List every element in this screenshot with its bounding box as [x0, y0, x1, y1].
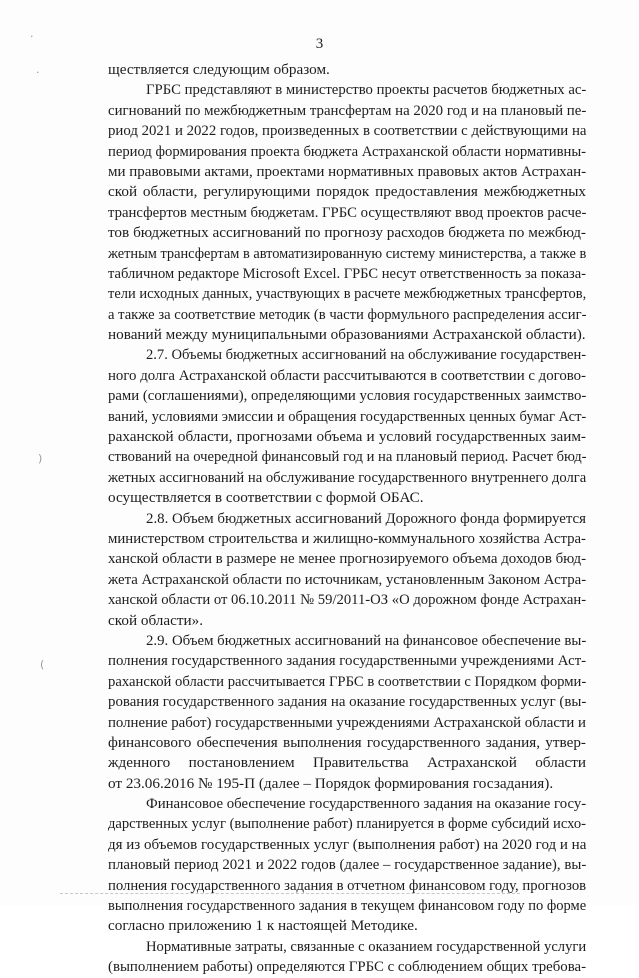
text-line: министерством строительства и жилищно-коммунального хозяйства Астра-: [108, 530, 586, 547]
text-line: жденного постановлением Правительства Астраханской области: [108, 754, 586, 772]
body-text: [108, 60, 586, 978]
page-number: 3: [315, 36, 324, 52]
text-line: а также за соответствие методик (в части формульного распределения ассиг-: [108, 306, 587, 323]
text-line: полнения государственного задания в отчетном финансовом году, прогнозов: [108, 877, 587, 894]
text-line: сигнований по межбюджетным трансфертам на 2020 год и на плановый пе-: [108, 102, 587, 119]
text-line: риод 2021 и 2022 годов, произведенных в соответствии с действующими на: [108, 123, 587, 140]
text-line: ханской области в размере не менее прогнозируемого объема доходов бюд-: [108, 551, 587, 568]
scan-mark: (: [40, 658, 45, 671]
text-line: жета Астраханской области по источникам, установленным Законом Астра-: [108, 571, 587, 588]
text-line: 2.9. Объем бюджетных ассигнований на финансовое обеспечение вы-: [146, 632, 587, 649]
text-line: плановый период 2021 и 2022 годов (далее – государственное задание), вы-: [108, 857, 587, 874]
text-line: ного долга Астраханской области рассчитываются в соответствии с догово-: [108, 367, 586, 384]
text-line: нований между муниципальными образованиями Астраханской области).: [108, 326, 586, 344]
text-line: полнение работ) государственными учреждениями Астраханской области и: [108, 714, 586, 731]
text-line: ской области, регулирующими порядок предоставления межбюджетных: [108, 183, 586, 201]
text-line: ханской области от 06.10.2011 № 59/2011-ОЗ «О дорожном фонде Астрахан-: [108, 592, 587, 609]
text-line: раханской области, прогнозами объема и условий государственных заим-: [108, 428, 586, 446]
text-line: табличном редакторе Microsoft Excel. ГРБС несут ответственность за показа-: [108, 265, 586, 282]
text-line: 2.7. Объемы бюджетных ассигнований на обслуживание государствен-: [146, 347, 587, 364]
scan-mark: ·: [30, 30, 34, 43]
text-line: выполнения государственного задания в текущем финансовом году по форме: [108, 898, 587, 915]
text-line: ствований на очередной финансовый год и на плановый период. Расчет бюд-: [108, 449, 587, 466]
text-line: раханской области рассчитывается ГРБС в соответствии с Порядком форми-: [108, 673, 587, 690]
text-line: ми правовыми актами, проектами нормативных правовых актов Астрахан-: [108, 163, 587, 180]
text-line: согласно приложению 1 к настоящей Методике.: [108, 917, 418, 935]
text-line: ществляется следующим образом.: [108, 61, 330, 78]
footer-rule: [60, 893, 520, 894]
scan-mark: ·: [36, 66, 40, 79]
text-line: тов бюджетных ассигнований по прогнозу расходов бюджета по межбюд-: [108, 224, 586, 242]
text-line: (выполнением работы) определяются ГРБС с соблюдением общих требова-: [108, 959, 587, 976]
text-line: осуществляется в соответствии с формой ОБАС.: [108, 489, 424, 507]
text-line: Финансовое обеспечение государственного задания на оказание госу-: [146, 796, 587, 813]
text-line: рами (соглашениями), определяющими условия государственных заимство-: [108, 388, 587, 405]
text-line: рования государственного задания на оказание государственных услуг (вы-: [108, 694, 587, 711]
text-line: жетным трансфертам в автоматизированную систему министерства, а также в: [108, 245, 587, 262]
text-line: дя из объемов государственных услуг (выполнения работ) на 2020 год и на: [108, 836, 587, 853]
scan-mark: ): [38, 452, 43, 465]
text-line: Нормативные затраты, связанные с оказанием государственной услуги: [146, 938, 587, 955]
text-line: полнения государственного задания государственными учреждениями Аст-: [108, 653, 587, 670]
text-line: трансфертов местным бюджетам. ГРБС осуществляют ввод проектов расче-: [108, 204, 587, 221]
text-line: от 23.06.2016 № 195-П (далее – Порядок формирования госзадания).: [108, 774, 554, 792]
text-line: ГРБС представляют в министерство проекты расчетов бюджетных ас-: [146, 82, 587, 99]
text-line: жетных ассигнований на обслуживание государственного внутреннего долга: [108, 469, 587, 486]
text-line: ской области».: [108, 611, 204, 629]
text-line: ваний, условиями эмиссии и обращения государственных ценных бумаг Аст-: [108, 408, 587, 425]
text-line: тели исходных данных, участвующих в расчете межбюджетных трансфертов,: [108, 286, 587, 303]
text-line: 2.8. Объем бюджетных ассигнований Дорожного фонда формируется: [146, 510, 586, 527]
text-line: дарственных услуг (выполнение работ) планируется в форме субсидий исхо-: [108, 816, 586, 833]
text-line: финансового обеспечения выполнения государственного задания, утвер-: [108, 733, 586, 751]
text-line: период формирования проекта бюджета Астраханской области нормативны-: [108, 143, 587, 160]
